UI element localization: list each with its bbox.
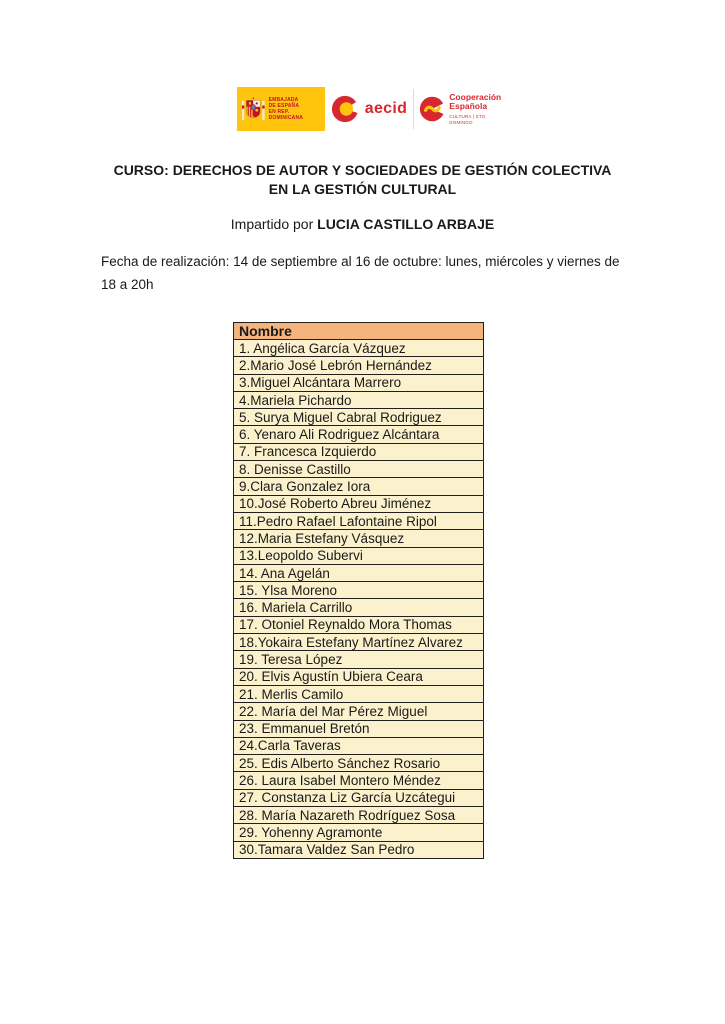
attendee-name: 22. María del Mar Pérez Miguel [234,703,484,720]
table-row [234,789,484,806]
table-header-row [234,323,484,340]
attendee-name: 15. Ylsa Moreno [234,582,484,599]
table-row [234,426,484,443]
taught-by-prefix: Impartido por [230,216,318,232]
table-row [234,374,484,391]
table-row [234,668,484,685]
attendee-name: 23. Emmanuel Bretón [234,720,484,737]
table-row [234,340,484,357]
attendee-name: 19. Teresa López [234,651,484,668]
table-row [234,685,484,702]
course-title-line1: CURSO: DERECHOS DE AUTOR Y SOCIEDADES DE GESTIÓN COLECTIVA [113,162,612,178]
table-row [234,582,484,599]
attendee-name: 7. Francesca Izquierdo [234,443,484,460]
instructor-name: LUCIA CASTILLO ARBAJE [317,216,495,232]
attendee-name: 21. Merlis Camilo [234,685,484,702]
attendee-name: 12.Maria Estefany Vásquez [234,530,484,547]
attendee-name: 24.Carla Taveras [234,737,484,754]
attendee-name: 1. Angélica García Vázquez [234,340,484,357]
cooperacion-text [449,93,504,126]
cooperacion-subline: CULTURA | STO. DOMINGO [449,113,487,125]
attendee-name: 14. Ana Agelán [234,564,484,581]
attendee-name: 17. Otoniel Reynaldo Mora Thomas [234,616,484,633]
attendee-name: 28. María Nazareth Rodríguez Sosa [234,807,484,824]
column-header-nombre: Nombre [234,323,484,340]
date-info-line2: 18 a 20h [101,277,154,292]
table-row [234,564,484,581]
table-row [234,737,484,754]
attendee-name: 13.Leopoldo Subervi [234,547,484,564]
attendee-name: 30.Tamara Valdez San Pedro [234,841,484,858]
table-row [234,495,484,512]
logo-strip [237,87,504,131]
table-row [234,409,484,426]
attendee-name: 2.Mario José Lebrón Hernández [234,357,484,374]
table-row [234,512,484,529]
table-row [234,824,484,841]
cooperacion-line1: Cooperación [449,91,502,102]
attendee-name: 20. Elvis Agustín Ubiera Ceara [234,668,484,685]
table-row [234,530,484,547]
cooperacion-espanola-c-icon [419,94,445,124]
table-row [234,634,484,651]
table-row [234,841,484,858]
table-row [234,443,484,460]
embassy-line1: EMBAJADA [268,97,299,103]
taught-by-line [0,216,725,232]
spain-coat-of-arms-icon [242,92,265,126]
attendee-name: 9.Clara Gonzalez Iora [234,478,484,495]
attendee-name: 8. Denisse Castillo [234,461,484,478]
attendee-table [233,322,484,859]
attendee-name: 29. Yohenny Agramonte [234,824,484,841]
attendee-name: 4.Mariela Pichardo [234,391,484,408]
course-title-line2: EN LA GESTIÓN CULTURAL [268,181,457,197]
table-row [234,616,484,633]
attendee-name: 5. Surya Miguel Cabral Rodriguez [234,409,484,426]
table-row [234,461,484,478]
attendee-name: 26. Laura Isabel Montero Méndez [234,772,484,789]
table-row [234,357,484,374]
embassy-line2: DE ESPAÑA [268,103,300,109]
aecid-logo [325,87,413,131]
attendee-name: 25. Edis Alberto Sánchez Rosario [234,755,484,772]
table-row [234,478,484,495]
attendee-name: 27. Constanza Liz García Uzcátegui [234,789,484,806]
attendee-name: 18.Yokaira Estefany Martínez Alvarez [234,634,484,651]
attendee-name: 11.Pedro Rafael Lafontaine Ripol [234,512,484,529]
embassy-text [269,97,322,121]
attendee-name: 3.Miguel Alcántara Marrero [234,374,484,391]
attendee-name: 16. Mariela Carrillo [234,599,484,616]
table-row [234,651,484,668]
aecid-c-icon [331,95,359,123]
table-row [234,720,484,737]
cooperacion-logo [414,87,504,131]
attendee-table-body [234,340,484,859]
attendee-name: 6. Yenaro Ali Rodriguez Alcántara [234,426,484,443]
attendee-name: 10.José Roberto Abreu Jiménez [234,495,484,512]
table-row [234,599,484,616]
embassy-logo [237,87,325,131]
date-info [101,250,661,296]
aecid-wordmark: aecid [364,100,408,117]
course-title [0,161,725,199]
date-info-line1: Fecha de realización: 14 de septiembre al 16 de octubre: lunes, miércoles y viernes de [101,254,620,269]
table-row [234,547,484,564]
cooperacion-line2: Española [449,101,488,111]
table-row [234,703,484,720]
table-row [234,772,484,789]
table-row [234,391,484,408]
attendee-table-head [234,323,484,340]
table-row [234,755,484,772]
embassy-line3: EN REP. DOMINICANA [268,109,304,121]
table-row [234,807,484,824]
